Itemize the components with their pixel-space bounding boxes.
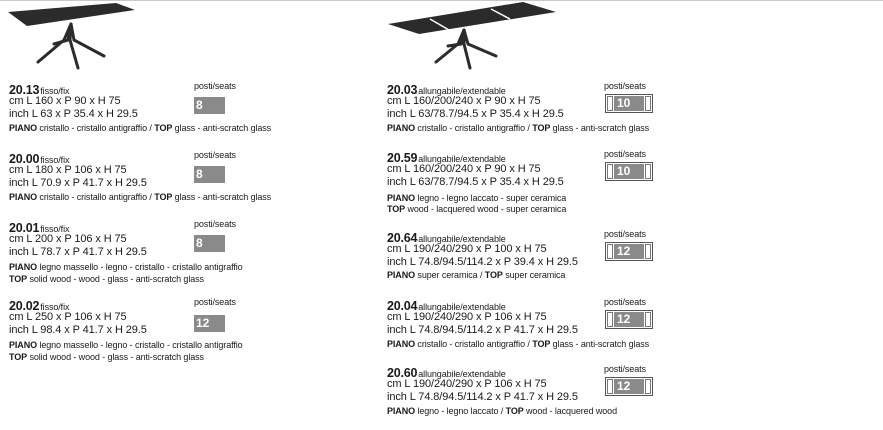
product-type: allungabile/extendable	[418, 154, 506, 164]
extendable-seats-badge	[605, 310, 653, 329]
product-entry	[387, 364, 717, 430]
product-code: 20.60	[387, 366, 418, 380]
product-code: 20.04	[387, 299, 418, 313]
product-code: 20.03	[387, 83, 418, 97]
material-line: PIANO cristallo - cristallo antigraffio / TOP glass - anti-scratch glass	[9, 192, 272, 202]
dimensions-cm: cm L 160 x P 90 x H 75	[9, 95, 121, 107]
seats-label: posti/seats	[194, 219, 236, 229]
seats-count: 12	[614, 312, 644, 327]
seats-label: posti/seats	[604, 81, 646, 91]
product-type: fisso/fix	[40, 86, 70, 96]
material-line: TOP wood - lacquered wood - super ceramica	[387, 204, 567, 214]
extension-leaf-right	[645, 312, 651, 327]
seats-label: posti/seats	[604, 149, 646, 159]
product-entry	[9, 81, 349, 147]
product-entry	[387, 229, 717, 295]
dimensions-cm: cm L 180 x P 106 x H 75	[9, 164, 127, 176]
product-type: allungabile/extendable	[418, 302, 506, 312]
extendable-seats-badge	[605, 162, 653, 181]
product-entry	[387, 81, 717, 147]
dimensions-inch: inch L 70.9 x P 41.7 x H 29.5	[9, 177, 147, 189]
dimensions-cm: cm L 250 x P 106 x H 75	[9, 311, 127, 323]
product-entry	[9, 219, 349, 285]
product-code: 20.13	[9, 83, 40, 97]
extension-leaf-left	[607, 379, 613, 394]
extension-leaf-right	[645, 164, 651, 179]
material-line: PIANO cristallo - cristallo antigraffio / TOP glass - anti-scratch glass	[387, 339, 650, 349]
product-type: allungabile/extendable	[418, 86, 506, 96]
extension-leaf-right	[645, 379, 651, 394]
seats-count: 10	[614, 164, 644, 179]
material-line: PIANO legno - legno laccato - super ceramica	[387, 193, 567, 203]
extension-leaf-left	[607, 312, 613, 327]
dimensions-inch: inch L 74.8/94.5/114.2 x P 39.4 x H 29.5	[387, 256, 578, 268]
product-type: fisso/fix	[40, 302, 70, 312]
extension-leaf-left	[607, 164, 613, 179]
seats-label: posti/seats	[604, 364, 646, 374]
material-line: PIANO cristallo - cristallo antigraffio / TOP glass - anti-scratch glass	[9, 123, 272, 133]
extension-leaf-left	[607, 96, 613, 111]
dimensions-cm: cm L 160/200/240 x P 90 x H 75	[387, 95, 541, 107]
seats-label: posti/seats	[194, 297, 236, 307]
dimensions-inch: inch L 74.8/94.5/114.2 x P 41.7 x H 29.5	[387, 391, 578, 403]
dimensions-inch: inch L 63/78.7/94.5 x P 35.4 x H 29.5	[387, 108, 564, 120]
seats-count: 10	[614, 96, 644, 111]
product-entry	[387, 149, 717, 215]
extendable-seats-badge	[605, 94, 653, 113]
dimensions-inch: inch L 63/78.7/94.5 x P 35.4 x H 29.5	[387, 176, 564, 188]
extendable-seats-badge	[605, 377, 653, 396]
dimensions-cm: cm L 190/240/290 x P 106 x H 75	[387, 311, 547, 323]
extendable-seats-badge	[605, 242, 653, 261]
product-entry	[9, 150, 349, 216]
product-type: allungabile/extendable	[418, 234, 506, 244]
dimensions-inch: inch L 98.4 x P 41.7 x H 29.5	[9, 324, 147, 336]
seats-label: posti/seats	[604, 297, 646, 307]
product-entry	[387, 297, 717, 363]
product-entry	[9, 297, 349, 363]
dimensions-inch: inch L 74.8/94.5/114.2 x P 41.7 x H 29.5	[387, 324, 578, 336]
dimensions-cm: cm L 200 x P 106 x H 75	[9, 233, 127, 245]
seats-label: posti/seats	[194, 81, 236, 91]
seats-label: posti/seats	[604, 229, 646, 239]
extendable-table-illustration	[386, 0, 558, 72]
seats-badge: 8	[194, 235, 225, 252]
dimensions-inch: inch L 63 x P 35.4 x H 29.5	[9, 108, 138, 120]
seats-badge: 12	[194, 315, 225, 332]
extension-leaf-right	[645, 244, 651, 259]
product-code: 20.00	[9, 152, 40, 166]
material-line: PIANO legno - legno laccato / TOP wood - lacquered wood	[387, 406, 617, 416]
seats-label: posti/seats	[194, 150, 236, 160]
dimensions-cm: cm L 190/240/290 x P 100 x H 75	[387, 243, 547, 255]
product-type: fisso/fix	[40, 224, 70, 234]
dimensions-cm: cm L 160/200/240 x P 90 x H 75	[387, 163, 541, 175]
material-line: PIANO super ceramica / TOP super ceramica	[387, 270, 566, 280]
extension-leaf-left	[607, 244, 613, 259]
dimensions-inch: inch L 78.7 x P 41.7 x H 29.5	[9, 246, 147, 258]
material-line: PIANO legno massello - legno - cristallo - cristallo antigraffio	[9, 262, 243, 272]
dimensions-cm: cm L 190/240/290 x P 106 x H 75	[387, 378, 547, 390]
material-line: PIANO legno massello - legno - cristallo - cristallo antigraffio	[9, 340, 243, 350]
material-line: TOP solid wood - wood - glass - anti-scratch glass	[9, 352, 204, 362]
material-line: PIANO cristallo - cristallo antigraffio / TOP glass - anti-scratch glass	[387, 123, 650, 133]
product-code: 20.59	[387, 151, 418, 165]
fixed-table-illustration	[8, 0, 136, 72]
product-code: 20.64	[387, 231, 418, 245]
product-code: 20.01	[9, 221, 40, 235]
extension-leaf-right	[645, 96, 651, 111]
seats-badge: 8	[194, 97, 225, 114]
material-line: TOP solid wood - wood - glass - anti-scratch glass	[9, 274, 204, 284]
seats-count: 12	[614, 379, 644, 394]
product-type: allungabile/extendable	[418, 369, 506, 379]
product-type: fisso/fix	[40, 155, 70, 165]
product-code: 20.02	[9, 299, 40, 313]
seats-badge: 8	[194, 166, 225, 183]
seats-count: 12	[614, 244, 644, 259]
